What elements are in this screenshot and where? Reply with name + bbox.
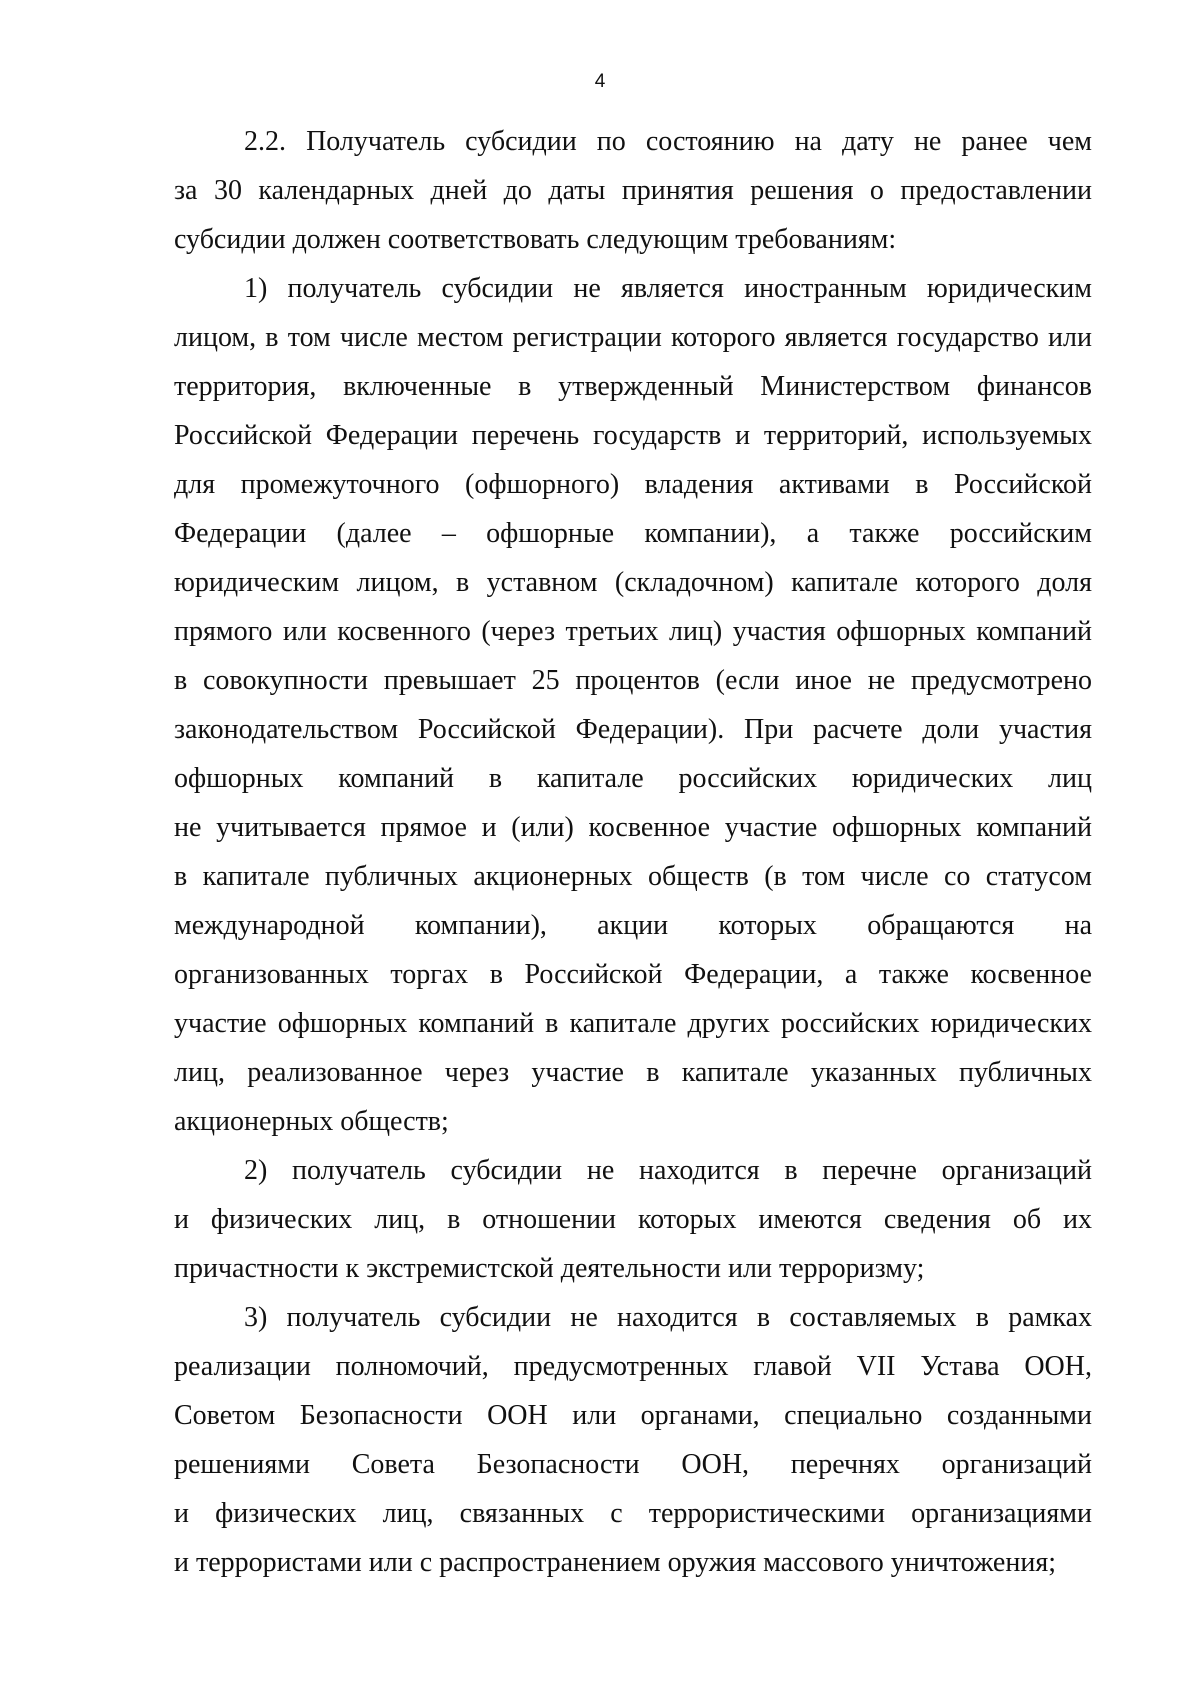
text-line: Российской Федерации перечень государств и территорий, используемых [174, 420, 1092, 451]
text-line: организованных торгах в Российской Федерации, а также косвенное [174, 959, 1092, 990]
text-line: Федерации (далее – офшорные компании), а также российским [174, 518, 1092, 549]
paragraph-item-1 [174, 264, 1092, 1146]
text-line: лиц, реализованное через участие в капитале указанных публичных [174, 1057, 1092, 1088]
text-line: для промежуточного (офшорного) владения активами в Российской [174, 469, 1092, 500]
text-line: и физических лиц, в отношении которых имеются сведения об их [174, 1204, 1092, 1235]
text-line: прямого или косвенного (через третьих лиц) участия офшорных компаний [174, 616, 1092, 647]
text-line: реализации полномочий, предусмотренных главой VII Устава ООН, [174, 1351, 1092, 1382]
text-line: за 30 календарных дней до даты принятия решения о предоставлении [174, 175, 1092, 206]
paragraph-item-3 [174, 1293, 1092, 1587]
text-line: участие офшорных компаний в капитале других российских юридических [174, 1008, 1092, 1039]
text-line: акционерных обществ; [174, 1106, 449, 1137]
text-line: и террористами или с распространением оружия массового уничтожения; [174, 1547, 1056, 1578]
text-line: решениями Совета Безопасности ООН, перечнях организаций [174, 1449, 1092, 1480]
text-line: 1) получатель субсидии не является иностранным юридическим [244, 273, 1092, 304]
text-line: 2) получатель субсидии не находится в перечне организаций [244, 1155, 1092, 1186]
text-line: причастности к экстремистской деятельности или терроризму; [174, 1253, 925, 1284]
text-line: офшорных компаний в капитале российских юридических лиц [174, 763, 1092, 794]
paragraph-2-2 [174, 117, 1092, 264]
text-line: лицом, в том числе местом регистрации которого является государство или [174, 322, 1092, 353]
text-line: юридическим лицом, в уставном (складочном) капитале которого доля [174, 567, 1092, 598]
text-line: не учитывается прямое и (или) косвенное участие офшорных компаний [174, 812, 1092, 843]
text-line: субсидии должен соответствовать следующим требованиям: [174, 224, 897, 255]
text-line: и физических лиц, связанных с террористическими организациями [174, 1498, 1092, 1529]
text-line: в совокупности превышает 25 процентов (если иное не предусмотрено [174, 665, 1092, 696]
text-line: законодательством Российской Федерации). При расчете доли участия [174, 714, 1092, 745]
text-line: территория, включенные в утвержденный Министерством финансов [174, 371, 1092, 402]
text-line: международной компании), акции которых обращаются на [174, 910, 1092, 941]
page-number: 4 [594, 71, 606, 92]
text-line: Советом Безопасности ООН или органами, специально созданными [174, 1400, 1092, 1431]
text-line: 3) получатель субсидии не находится в составляемых в рамках [244, 1302, 1092, 1333]
document-body [174, 117, 1092, 1587]
text-line: 2.2. Получатель субсидии по состоянию на дату не ранее чем [244, 126, 1092, 157]
paragraph-item-2 [174, 1146, 1092, 1293]
text-line: в капитале публичных акционерных обществ (в том числе со статусом [174, 861, 1092, 892]
